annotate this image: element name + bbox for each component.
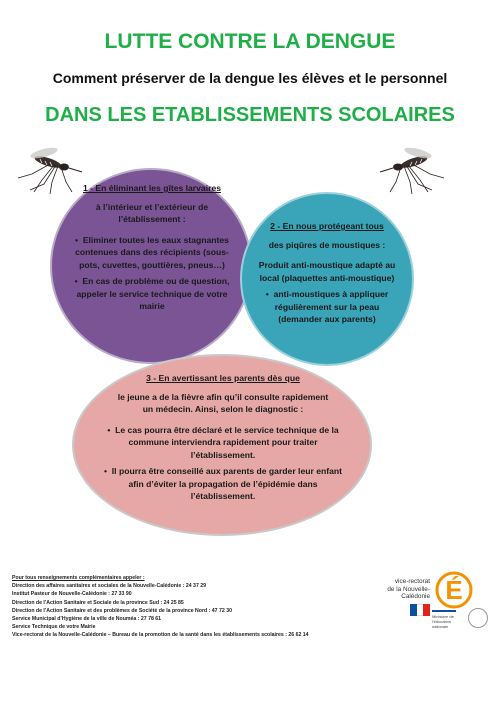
bubble-3-intro: le jeune a de la fièvre afin qu’il consulte rapidement un médecin. Ainsi, selon le diagnostic : [117, 391, 329, 414]
bubble-3-heading: 3 - En avertissant les parents dès que [146, 373, 300, 383]
french-flag-icon [410, 604, 430, 616]
bubble-2-heading: 2 - En nous protégeant tous [270, 221, 384, 231]
logo-line-2: de la Nouvelle-Calédonie [387, 586, 430, 600]
bubble-1-bullet: • En cas de problème ou de question, appeler le service technique de votre mairie [70, 275, 234, 313]
ministry-text: Ministère de l'éducation nationale [432, 614, 454, 629]
poster-subtitle: Comment préserver de la dengue les élèves et le personnel [52, 70, 448, 86]
bubble-parents-text [98, 372, 348, 503]
contact-line: Vice-rectorat de la Nouvelle-Calédonie – Bureau de la promotion de la santé dans les établissements scolaires : 26 62 14 [12, 632, 309, 639]
bubble-protection-text [252, 220, 402, 326]
bubble-3-bullet: • Il pourra être conseillé aux parents de garder leur enfant afin d’éviter la propagation de l’épidémie dans l’établissement. [98, 465, 348, 503]
bubble-2-paragraph: Produit anti-moustique adapté au local (plaquettes anti-moustique) [258, 260, 396, 283]
vice-rectorat-e-icon [432, 566, 476, 610]
mosquito-right-icon [378, 140, 448, 195]
logo-letter: É [445, 575, 463, 605]
contact-heading: Pour tous renseignements complémentaires appeler : [12, 575, 145, 581]
vice-rectorat-logo [360, 566, 492, 638]
bubble-2-bullet: • anti-moustiques à appliquer régulièrement sur la peau (demander aux parents) [252, 288, 402, 326]
bubble-1-intro: à l’intérieur et l’extérieur de l’établissement : [95, 201, 209, 224]
contact-line: Service Technique de votre Mairie [12, 624, 96, 631]
bubble-3-bullet: • Le cas pourra être déclaré et le service technique de la commune interviendra rapidement pour traiter l’établissement. [98, 424, 348, 462]
seal-icon [468, 608, 488, 628]
contact-line: Institut Pasteur de Nouvelle-Calédonie : 27 33 90 [12, 591, 132, 598]
bubble-larval-sites-text [70, 182, 234, 313]
logo-line-1: vice-rectorat [394, 578, 430, 585]
ministry-logo [432, 610, 466, 629]
poster-title: LUTTE CONTRE LA DENGUE [104, 30, 396, 53]
contact-line: Service Municipal d’Hygiène de la ville de Nouméa : 27 78 61 [12, 616, 162, 623]
poster-subtitle-schools: DANS LES ETABLISSEMENTS SCOLAIRES [45, 104, 455, 126]
contact-line: Direction de l’Action Sanitaire et Sociale de la province Sud : 24 25 85 [12, 599, 184, 606]
bubble-2-intro: des piqûres de moustiques : [268, 239, 386, 250]
bubble-1-bullet: • Eliminer toutes les eaux stagnantes contenues dans des récipients (sous-pots, cuvettes, gouttières, pneus…) [70, 234, 234, 272]
contact-line: Direction de l’Action Sanitaire et des problèmes de Société de la province Nord : 47 72 30 [12, 607, 232, 614]
contact-list [12, 574, 357, 640]
bubble-1-heading: 1 - En éliminant les gîtes larvaires [82, 183, 222, 193]
contact-line: Direction des affaires sanitaires et sociales de la Nouvelle-Calédonie : 24 37 29 [12, 583, 207, 590]
